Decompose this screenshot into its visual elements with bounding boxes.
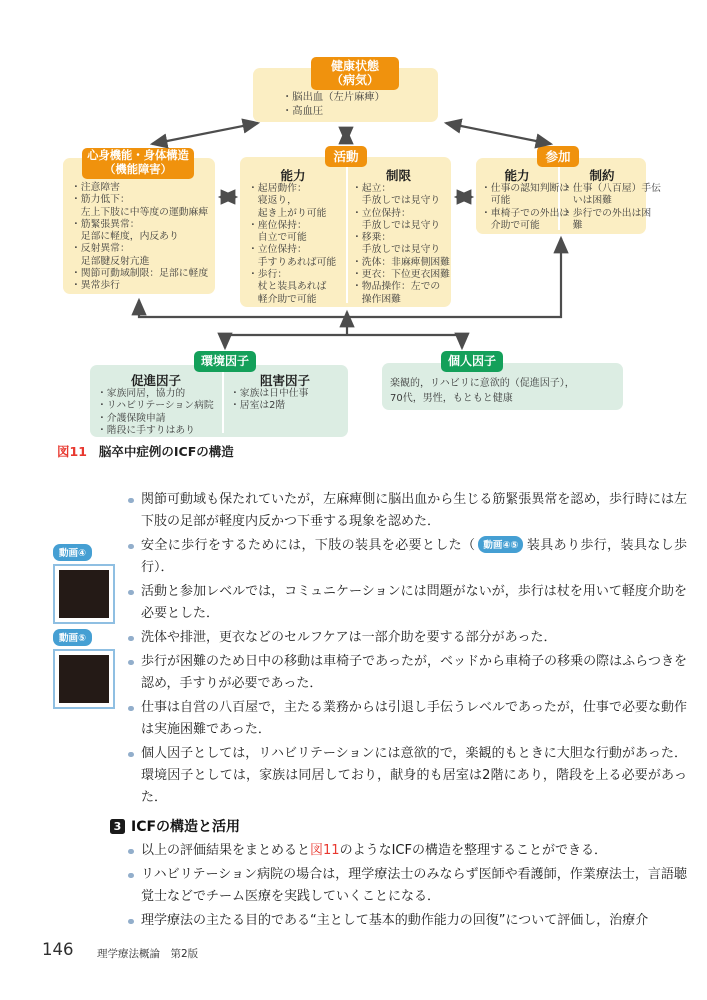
text-line: ・車椅子での外出は bbox=[481, 207, 570, 219]
text-line: ・立位保持： bbox=[248, 244, 307, 256]
body-text bbox=[113, 489, 687, 934]
paragraph-text: 安全に歩行をするためには，下肢の装具を必要とした（ bbox=[141, 538, 476, 553]
text-line: 介助で可能 bbox=[481, 219, 540, 231]
text-line: ・起立： bbox=[352, 183, 392, 194]
figure-caption bbox=[57, 442, 234, 460]
text-line: ・仕事（八百屋）手伝 bbox=[563, 183, 661, 194]
bullet-dot bbox=[128, 498, 134, 504]
paragraph-text: リハビリテーション病院の場合は，理学療法士のみならず医師や看護師，作業療法士，言語聴覚士などでチーム医療を実践していくことになる． bbox=[141, 867, 687, 904]
bullet-paragraph bbox=[127, 535, 687, 579]
text-line: 足部腱反射亢進 bbox=[71, 255, 150, 267]
text-line: ・家族は日中仕事 bbox=[230, 388, 309, 399]
environment-facilitator-header: 促進因子 bbox=[130, 373, 181, 388]
text-line: いは困難 bbox=[563, 195, 612, 207]
text-line: 起き上がり可能 bbox=[248, 207, 327, 219]
text-line: 軽介助で可能 bbox=[248, 293, 317, 305]
section-title: ICFの構造と活用 bbox=[131, 819, 241, 835]
text-line: ・歩行： bbox=[248, 269, 288, 281]
video-4-qr-code bbox=[53, 564, 115, 624]
text-line: ・筋力低下： bbox=[71, 194, 130, 206]
text-line: ・仕事の認知判断は bbox=[481, 183, 570, 194]
paragraph-text: 歩行が困難のため日中の移動は車椅子であったが，ベッドから車椅子の移乗の際はふらつきを認め，手すりが必要であった． bbox=[141, 654, 687, 691]
page-number: 146 bbox=[42, 940, 74, 959]
bullet-paragraph bbox=[127, 489, 687, 533]
bullet-dot bbox=[128, 706, 134, 712]
bullet-dot bbox=[128, 590, 134, 596]
text-line: ・階段に手すりはあり bbox=[97, 424, 195, 436]
health-state-badge bbox=[311, 57, 399, 90]
participation-capacity-items bbox=[481, 183, 569, 232]
text-line: ・脳出血（左片麻痺） bbox=[282, 91, 385, 103]
text-line: ・反射異常： bbox=[71, 243, 130, 255]
text-line: ・介護保険申請 bbox=[97, 412, 166, 424]
text-line: 70代，男性，もともと健康 bbox=[390, 392, 513, 404]
text-line: 可能 bbox=[481, 195, 511, 207]
environment-badge: 環境因子 bbox=[194, 351, 256, 372]
bullet-dot bbox=[128, 660, 134, 666]
paragraph-text: のようなICFの構造を整理することができる． bbox=[339, 843, 607, 858]
environment-barrier-header: 阻害因子 bbox=[259, 373, 310, 388]
figure-caption-label: 図11 bbox=[57, 444, 87, 459]
bullet-paragraph bbox=[127, 581, 687, 625]
text-line: 難 bbox=[563, 219, 583, 231]
text-line: 寝返り， bbox=[248, 195, 297, 207]
paragraph-text: 関節可動域も保たれていたが，左麻痺側に脳出血から生じる筋緊張異常を認め，歩行時には左下肢の足部が軽度内反かつ下垂する現象を認めた． bbox=[141, 492, 687, 529]
activity-limitation-items bbox=[352, 183, 450, 306]
text-line: ・移乗： bbox=[352, 232, 392, 244]
paragraph-text: 洗体や排泄，更衣などのセルフケアは一部介助を要する部分があった． bbox=[141, 630, 557, 645]
section-number-icon: 3 bbox=[110, 819, 125, 834]
bullet-dot bbox=[128, 636, 134, 642]
text-line: 操作困難 bbox=[352, 293, 401, 305]
text-line: ・起居動作： bbox=[248, 183, 307, 194]
text-line: ・更衣：下位更衣困難 bbox=[352, 269, 450, 281]
figure-reference: 図11 bbox=[310, 843, 340, 858]
paragraph-text: 理学療法の主たる目的である“主として基本的動作能力の回復”について評価し，治療介 bbox=[141, 913, 649, 928]
qr-pattern bbox=[59, 570, 109, 618]
participation-badge: 参加 bbox=[537, 146, 579, 167]
bullet-paragraph bbox=[127, 697, 687, 741]
video-5-qr-code bbox=[53, 649, 115, 709]
activity-limitation-header: 制限 bbox=[385, 168, 411, 183]
text-line: 手すりあれば可能 bbox=[248, 256, 337, 268]
text-line: 心身機能・身体構造 bbox=[87, 149, 189, 162]
text-line: ・リハビリテーション病院 bbox=[97, 400, 214, 412]
environment-facilitator-items bbox=[97, 388, 214, 437]
text-line: ・物品操作：左での bbox=[352, 281, 441, 293]
paragraph-text: 装具あり歩行，装具なし歩行）． bbox=[141, 538, 687, 575]
text-line: ・高血圧 bbox=[282, 105, 324, 117]
participation-restriction-items bbox=[563, 183, 661, 232]
text-line: ・筋緊張異常： bbox=[71, 218, 140, 230]
video-5-badge: 動画⑤ bbox=[53, 629, 92, 646]
video-inline-badge: 動画④⑤ bbox=[478, 536, 523, 553]
text-line: 手放しでは見守り bbox=[352, 244, 441, 256]
text-line: （病気） bbox=[330, 73, 379, 87]
activity-capacity-items bbox=[248, 183, 336, 306]
text-line: ・歩行での外出は困 bbox=[563, 207, 652, 219]
text-line: 健康状態 bbox=[330, 59, 379, 73]
bullet-dot bbox=[128, 544, 134, 550]
bullet-dot bbox=[128, 919, 134, 925]
personal-items bbox=[390, 377, 575, 406]
bullet-dot bbox=[128, 849, 134, 855]
text-line: 杖と装具あれば bbox=[248, 281, 327, 293]
paragraph-text: 活動と参加レベルでは，コミュニケーションには問題がないが，歩行は杖を用いて軽度介助を必要とした． bbox=[141, 584, 687, 621]
health-state-items bbox=[282, 90, 385, 118]
text-line: （機能障害） bbox=[104, 163, 172, 176]
bullet-paragraph bbox=[127, 651, 687, 695]
video-4-badge: 動画④ bbox=[53, 544, 92, 561]
paragraph-text: 仕事は自営の八百屋で，主たる業務からは引退し手伝うレベルであったが，仕事で必要な動作は実施困難であった． bbox=[141, 700, 687, 737]
text-line: ・洗体：非麻痺側困難 bbox=[352, 256, 450, 268]
body-function-badge bbox=[82, 148, 194, 179]
text-line: 左上下肢に中等度の運動麻痺 bbox=[71, 206, 209, 218]
text-line: ・異常歩行 bbox=[71, 280, 120, 292]
figure-caption-text: 脳卒中症例のICFの構造 bbox=[98, 444, 234, 459]
section-heading bbox=[110, 816, 687, 836]
text-line: ・立位保持： bbox=[352, 207, 411, 219]
participation-capacity-header: 能力 bbox=[504, 168, 530, 183]
text-line: ・注意障害 bbox=[71, 182, 120, 193]
bullet-dot bbox=[128, 752, 134, 758]
text-line: 手放しでは見守り bbox=[352, 219, 441, 231]
text-line: 楽観的，リハビリに意欲的（促進因子）， bbox=[390, 378, 575, 389]
book-title: 理学療法概論 第2版 bbox=[97, 948, 199, 960]
personal-badge: 個人因子 bbox=[441, 351, 503, 372]
bullet-paragraph bbox=[127, 743, 687, 809]
qr-pattern bbox=[59, 655, 109, 703]
activity-capacity-header: 能力 bbox=[280, 168, 306, 183]
text-line: ・家族同居，協力的 bbox=[97, 388, 186, 399]
bullet-dot bbox=[128, 873, 134, 879]
bullet-paragraph bbox=[127, 864, 687, 908]
bullet-paragraph bbox=[127, 840, 687, 862]
text-line: ・居室は2階 bbox=[230, 400, 286, 412]
environment-barrier-items bbox=[230, 388, 308, 413]
video-5-thumbnail bbox=[53, 626, 123, 709]
bullet-paragraph bbox=[127, 627, 687, 649]
participation-restriction-header: 制約 bbox=[589, 168, 615, 183]
bullet-paragraph bbox=[127, 910, 687, 932]
text-line: 自立で可能 bbox=[248, 232, 307, 244]
activity-badge: 活動 bbox=[325, 146, 367, 167]
paragraph-text: 以上の評価結果をまとめると bbox=[141, 843, 311, 858]
text-line: 手放しでは見守り bbox=[352, 195, 441, 207]
text-line: ・座位保持： bbox=[248, 219, 307, 231]
body-function-items bbox=[71, 182, 208, 293]
icf-diagram bbox=[0, 0, 707, 460]
text-line: ・関節可動域制限：足部に軽度 bbox=[71, 268, 209, 280]
paragraph-text: 個人因子としては，リハビリテーションには意欲的で，楽観的もときに大胆な行動があった．環境因子としては，家族は同居しており，献身的も居室は2階にあり，階段を上る必要があった． bbox=[141, 746, 687, 805]
text-line: 足部に軽度，内反あり bbox=[71, 231, 179, 243]
video-4-thumbnail bbox=[53, 541, 123, 624]
